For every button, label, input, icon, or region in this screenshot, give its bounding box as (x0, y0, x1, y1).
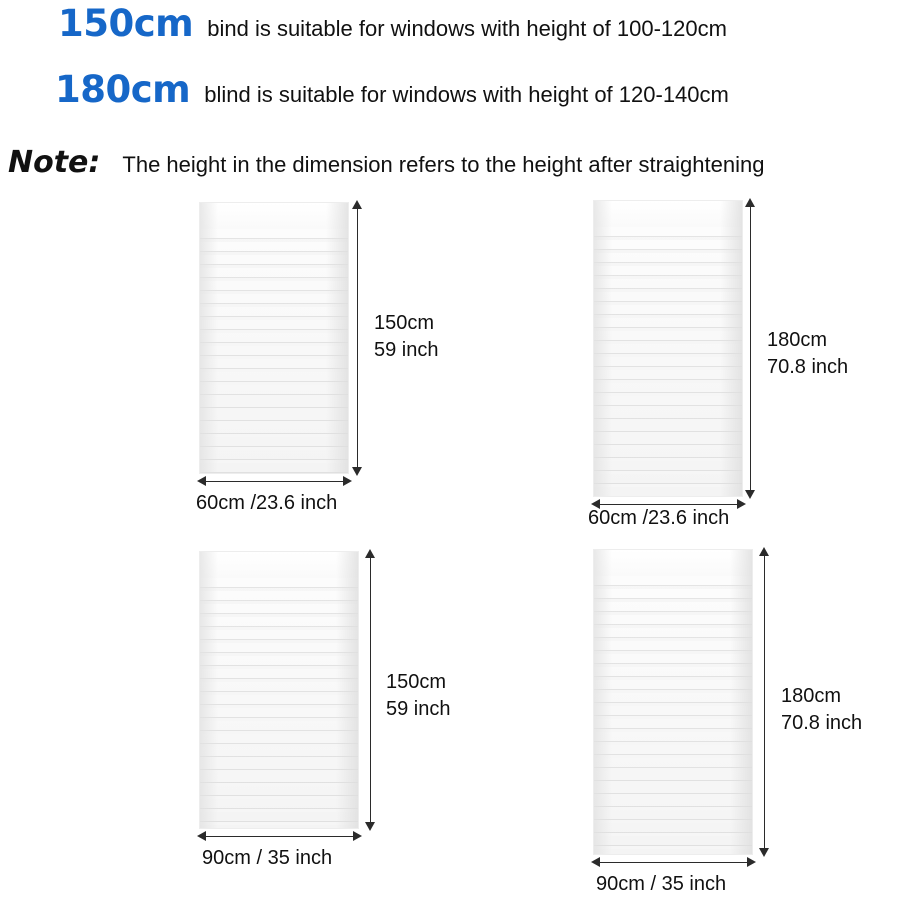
height-dim-line-150-60 (357, 209, 358, 467)
width-arrow-left-150-60 (197, 476, 206, 486)
header-size-180: 180cm (55, 68, 191, 111)
width-dim-line-180-90 (600, 862, 747, 863)
panel-right-shading (336, 552, 358, 828)
header-text-180: blind is suitable for windows with height of 120-140cm (204, 82, 729, 107)
header-text-150: bind is suitable for windows with height of 100-120cm (207, 16, 727, 41)
blind-panel-180-90 (593, 549, 753, 855)
panel-left-shading (594, 201, 612, 496)
height-dim-line-180-60 (750, 207, 751, 490)
width-label-150-60: 60cm /23.6 inch (196, 492, 338, 514)
height-label-cm-150-60: 150cm (374, 312, 435, 334)
height-dim-line-150-90 (370, 558, 371, 822)
width-dim-line-150-60 (206, 481, 343, 482)
panel-top-cap (594, 550, 752, 576)
blind-panel-150-90 (199, 551, 359, 829)
width-label-180-60: 60cm /23.6 inch (588, 507, 730, 529)
width-arrow-right-180-60 (737, 499, 746, 509)
width-arrow-right-180-90 (747, 857, 756, 867)
height-arrow-bottom-150-60 (352, 467, 362, 476)
panel-left-shading (200, 203, 218, 473)
width-arrow-left-180-90 (591, 857, 600, 867)
height-label-inch-180-60: 70.8 inch (767, 356, 849, 378)
height-label-inch-150-60: 59 inch (374, 339, 439, 361)
height-arrow-top-180-60 (745, 198, 755, 207)
height-arrow-top-150-60 (352, 200, 362, 209)
height-label-150-60 (374, 310, 439, 364)
header-line-180 (55, 68, 729, 111)
height-arrow-bottom-150-90 (365, 822, 375, 831)
header-line-150 (58, 2, 727, 45)
panel-left-shading (200, 552, 218, 828)
width-arrow-left-150-90 (197, 831, 206, 841)
height-label-cm-150-90: 150cm (386, 671, 447, 693)
height-label-180-90 (781, 683, 862, 737)
width-arrow-right-150-60 (343, 476, 352, 486)
note-label: Note: (8, 145, 101, 180)
panel-right-shading (730, 550, 752, 854)
panel-right-shading (720, 201, 742, 496)
height-arrow-bottom-180-90 (759, 848, 769, 857)
width-label-150-90: 90cm / 35 inch (202, 847, 333, 869)
height-label-180-60 (767, 327, 848, 381)
height-arrow-top-180-90 (759, 547, 769, 556)
height-label-cm-180-90: 180cm (781, 685, 842, 707)
height-arrow-top-150-90 (365, 549, 375, 558)
height-label-inch-150-90: 59 inch (386, 698, 451, 720)
width-arrow-right-150-90 (353, 831, 362, 841)
height-label-150-90 (386, 669, 451, 723)
note-row (8, 145, 764, 180)
panel-left-shading (594, 550, 612, 854)
slat-texture (200, 552, 358, 828)
blind-panel-150-60 (199, 202, 349, 474)
panel-right-shading (326, 203, 348, 473)
height-label-inch-180-90: 70.8 inch (781, 712, 863, 734)
slat-texture (594, 550, 752, 854)
width-dim-line-150-90 (206, 836, 353, 837)
height-dim-line-180-90 (764, 556, 765, 848)
width-label-180-90: 90cm / 35 inch (596, 873, 727, 895)
panel-top-cap (200, 552, 358, 578)
height-arrow-bottom-180-60 (745, 490, 755, 499)
blind-panel-180-60 (593, 200, 743, 497)
header-size-150: 150cm (58, 2, 194, 45)
height-label-cm-180-60: 180cm (767, 329, 828, 351)
note-text: The height in the dimension refers to the height after straightening (122, 152, 765, 177)
